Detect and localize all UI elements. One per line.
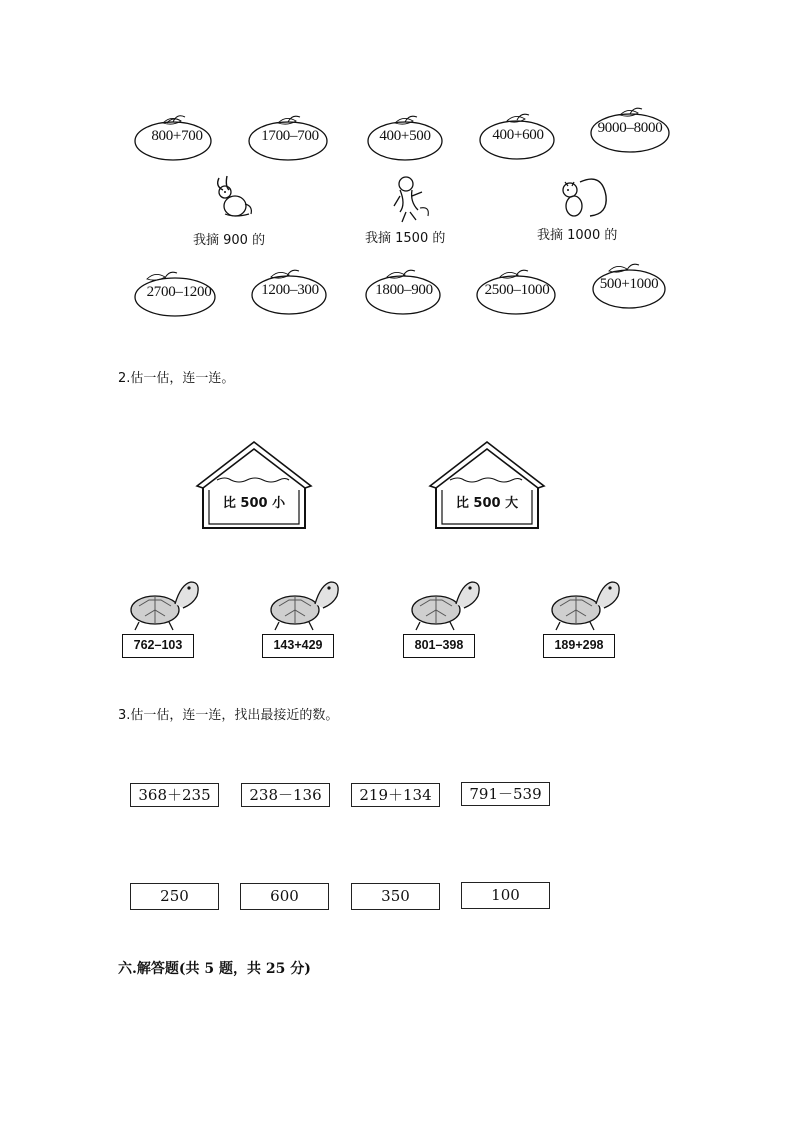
apple-expression: 400+500 [379, 128, 431, 144]
apple-card [477, 112, 569, 162]
apple-card [474, 268, 566, 318]
apple-expression: 1800–900 [375, 282, 433, 298]
expression-box: 219＋134 [351, 783, 440, 807]
answer-box: 350 [351, 883, 440, 910]
answer-box: 600 [240, 883, 329, 910]
turtle-icon [406, 576, 482, 632]
answer-box: 250 [130, 883, 219, 910]
apple-card [363, 268, 455, 318]
apple-expression: 9000–8000 [597, 120, 663, 136]
apple-expression: 800+700 [151, 128, 203, 144]
turtle-expression-box: 762–103 [122, 634, 194, 658]
expression-box: 238－136 [241, 783, 330, 807]
turtle-icon [546, 576, 622, 632]
animal-caption: 我摘 1500 的 [365, 231, 446, 246]
house-label: 比 500 小 [222, 496, 286, 511]
apple-expression: 500+1000 [599, 276, 659, 292]
apple-card [591, 262, 673, 312]
house-icon [195, 440, 313, 532]
animal-caption: 我摘 1000 的 [537, 228, 618, 243]
monkey-icon [380, 174, 440, 224]
squirrel-icon [550, 172, 610, 222]
apple-expression: 1200–300 [261, 282, 319, 298]
apple-expression: 400+600 [492, 127, 544, 143]
apple-expression: 1700–700 [261, 128, 319, 144]
apple-card [588, 106, 678, 156]
turtle-expression-box: 143+429 [262, 634, 334, 658]
turtle-expression-box: 189+298 [543, 634, 615, 658]
house-icon [428, 440, 546, 532]
question-2-title: 2.估一估，连一连。 [118, 371, 235, 386]
rabbit-icon [205, 174, 265, 224]
turtle-icon [265, 576, 341, 632]
house-label: 比 500 大 [455, 496, 519, 511]
house-smaller [195, 440, 313, 532]
expression-box: 791－539 [461, 782, 550, 806]
question-3-title: 3.估一估，连一连，找出最接近的数。 [118, 708, 339, 723]
section-6-title: 六.解答题(共 5 题，共 25 分) [118, 961, 311, 977]
apple-card [363, 114, 455, 164]
apple-expression: 2500–1000 [484, 282, 550, 298]
apple-expression: 2700–1200 [146, 284, 212, 300]
turtle-icon [125, 576, 201, 632]
apple-card [244, 114, 336, 164]
animal-caption: 我摘 900 的 [193, 233, 266, 248]
turtle-expression-box: 801–398 [403, 634, 475, 658]
apple-card [249, 268, 341, 318]
expression-box: 368＋235 [130, 783, 219, 807]
answer-box: 100 [461, 882, 550, 909]
apple-card [131, 114, 223, 164]
apple-card [131, 270, 223, 320]
house-larger [428, 440, 546, 532]
